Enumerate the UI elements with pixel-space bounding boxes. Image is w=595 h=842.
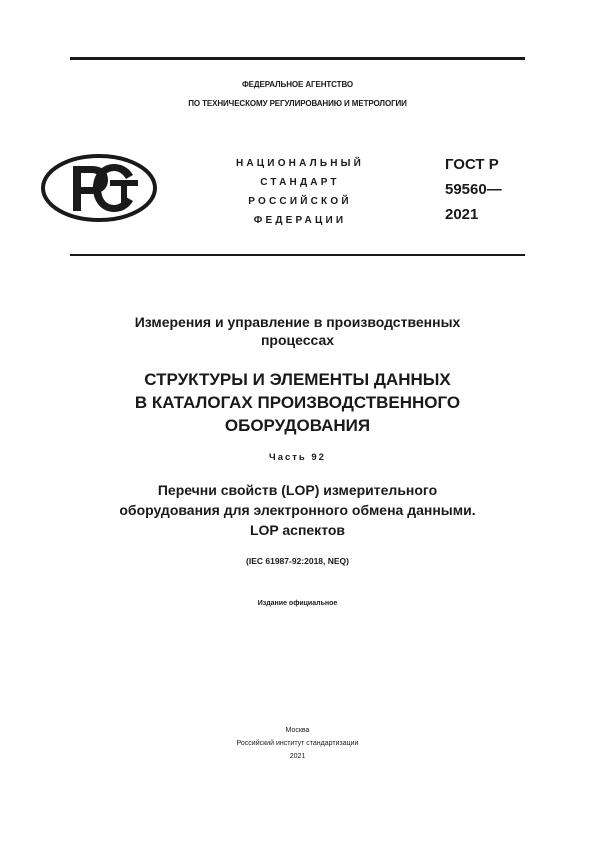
agency-name-line1: ФЕДЕРАЛЬНОЕ АГЕНТСТВО <box>241 80 354 89</box>
gost-designation <box>445 152 502 227</box>
imprint-publisher: Российский институт стандартизации <box>236 740 359 747</box>
imprint-city: Москва <box>285 727 310 734</box>
series-title-line1: Измерения и управление в производственных <box>134 314 461 330</box>
imprint <box>40 724 555 763</box>
gost-line3: 2021 <box>445 206 479 223</box>
main-title <box>40 368 555 437</box>
iec-reference: (IEC 61987-92:2018, NEQ) <box>246 556 349 566</box>
part-subtitle <box>40 480 555 540</box>
standard-type <box>210 154 390 230</box>
middle-rule <box>70 254 525 256</box>
agency-name-line2: ПО ТЕХНИЧЕСКОМУ РЕГУЛИРОВАНИЮ И МЕТРОЛОГИИ <box>188 99 407 108</box>
edition-note: Издание официальное <box>257 600 338 607</box>
gost-line2: 59560— <box>445 181 502 198</box>
top-rule <box>70 57 525 60</box>
main-title-line2: В КАТАЛОГАХ ПРОИЗВОДСТВЕННОГО <box>134 393 461 412</box>
part-subtitle-line2: оборудования для электронного обмена данными. <box>119 502 476 518</box>
part-subtitle-line3: LOP аспектов <box>249 522 346 538</box>
main-title-line1: СТРУКТУРЫ И ЭЛЕМЕНТЫ ДАННЫХ <box>144 370 451 389</box>
standard-type-line2: СТАНДАРТ <box>260 177 340 188</box>
gost-line1: ГОСТ Р <box>445 156 499 173</box>
standard-type-line1: НАЦИОНАЛЬНЫЙ <box>235 158 365 169</box>
part-number: Часть 92 <box>269 452 326 463</box>
part-subtitle-line1: Перечни свойств (LOP) измерительного <box>157 482 438 498</box>
rst-logo-icon <box>40 153 158 223</box>
series-title-line2: процессах <box>260 332 335 348</box>
standard-type-line3: РОССИЙСКОЙ <box>248 196 352 207</box>
series-title <box>40 313 555 349</box>
standard-type-line4: ФЕДЕРАЦИИ <box>253 215 347 226</box>
imprint-year: 2021 <box>289 753 306 760</box>
main-title-line3: ОБОРУДОВАНИЯ <box>224 416 371 435</box>
